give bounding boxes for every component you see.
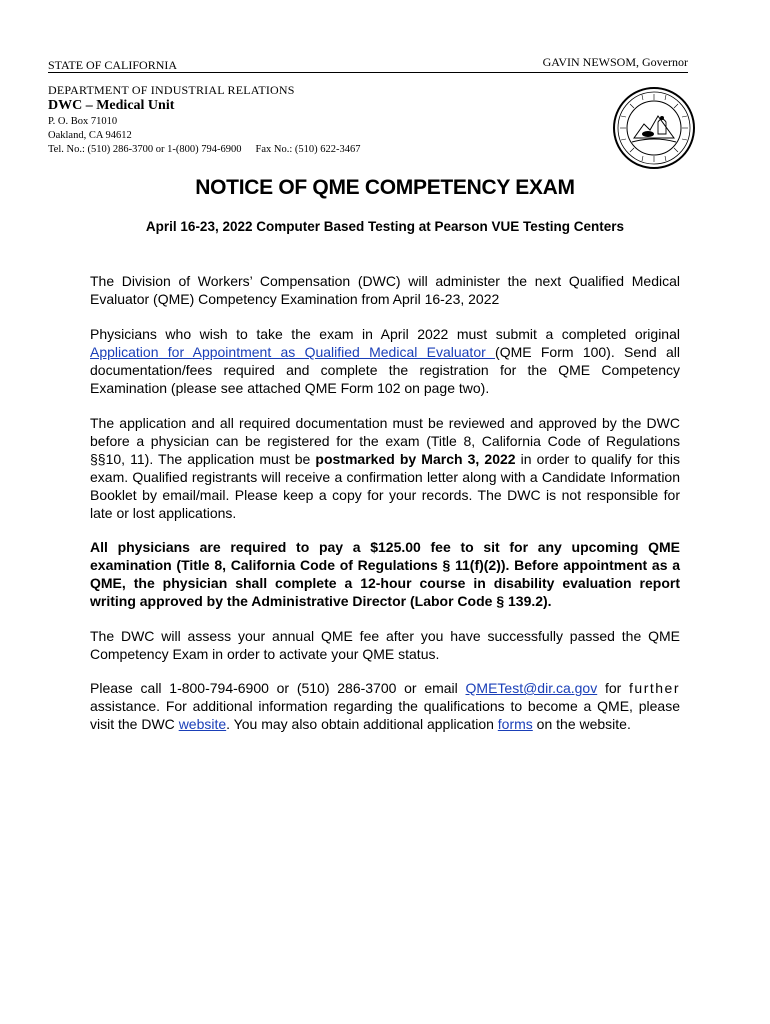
great-seal-of-california-icon: [612, 86, 696, 170]
contact-text-end: on the website.: [532, 716, 631, 732]
contact-paragraph: [90, 679, 680, 733]
website-link[interactable]: website: [178, 716, 227, 732]
page-subtitle: April 16-23, 2022 Computer Based Testing at Pearson VUE Testing Centers: [145, 219, 625, 234]
city-address: Oakland, CA 94612: [48, 130, 132, 141]
contact-text-start: Please call 1-800-794-6900 or (510) 286-3700 or email: [90, 680, 466, 696]
governor-label: GAVIN NEWSOM, Governor: [542, 55, 688, 69]
department-name: DEPARTMENT OF INDUSTRIAL RELATIONS: [48, 83, 295, 97]
forms-link[interactable]: forms: [497, 716, 533, 732]
review-text-end: in order to qualify for this exam. Qualified registrants will receive a confirmation letter along with a Candidate Information Booklet by email/mail. Please keep a copy for your records. The DWC is not responsible for late or lost applications.: [90, 451, 680, 521]
fee-paragraph: All physicians are required to pay a $125.00 fee to sit for any upcoming QME examination (Title 8, California Code of Regulations § 11(f)(2)). Before appointment as a QME, the physician shall complete a 12-hour course in disability evaluation report writing approved by the Administrative Director (Labor Code § 139.2).: [90, 539, 680, 609]
contact-line: [48, 144, 360, 155]
header-divider: [48, 72, 688, 73]
po-box: P. O. Box 71010: [48, 116, 118, 127]
contact-text-mid: assistance. For additional information regarding the qualifications to become a QME, please visit the DWC: [90, 698, 680, 732]
application-paragraph: [90, 325, 680, 397]
contact-further: further: [629, 680, 680, 696]
review-paragraph: [90, 414, 680, 522]
telephone: Tel. No.: (510) 286-3700 or 1-(800) 794-6900: [48, 144, 242, 155]
contact-text-mid2: . You may also obtain additional application: [226, 716, 498, 732]
page-title: NOTICE OF QME COMPETENCY EXAM: [195, 176, 575, 199]
fax-number: Fax No.: (510) 622-3467: [255, 144, 361, 155]
review-text-start: The application and all required documentation must be reviewed and approved by the DWC before a physician can be registered for the exam (Title 8, California Code of Regulations §§10, 11). The application must be: [90, 415, 680, 467]
state-label: STATE OF CALIFORNIA: [48, 58, 178, 72]
qme-application-link[interactable]: Application for Appointment as Qualified Medical Evaluator: [90, 344, 496, 360]
annual-fee-paragraph: The DWC will assess your annual QME fee after you have successfully passed the QME Competency Exam in order to activate your QME status.: [90, 628, 680, 662]
application-text-end: (QME Form 100). Send all documentation/fees required and complete the registration for the QME Competency Examination (please see attached QME Form 102 on page two).: [90, 344, 680, 396]
contact-spacer: for: [597, 680, 630, 696]
postmark-deadline: postmarked by March 3, 2022: [315, 451, 516, 467]
intro-paragraph: The Division of Workers’ Compensation (DWC) will administer the next Qualified Medical Evaluator (QME) Competency Examination from April 16-23, 2022: [90, 273, 680, 307]
email-link[interactable]: QMETest@dir.ca.gov: [465, 680, 598, 696]
unit-name: DWC – Medical Unit: [48, 98, 175, 113]
application-text-start: Physicians who wish to take the exam in April 2022 must submit a completed original: [90, 326, 680, 342]
